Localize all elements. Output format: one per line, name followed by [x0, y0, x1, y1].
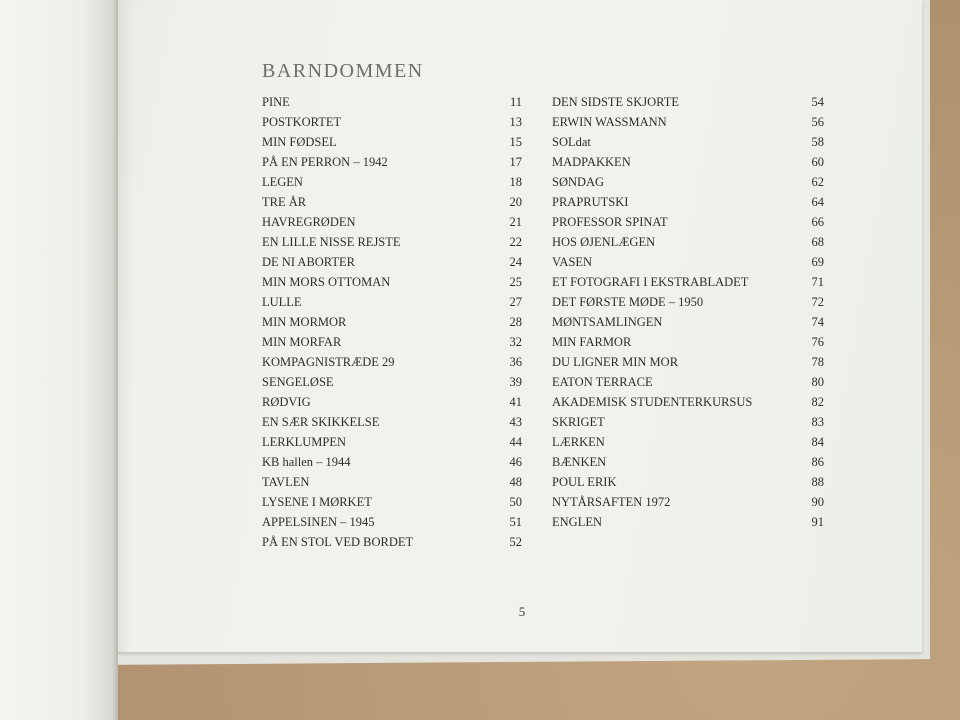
- toc-entry-page: 44: [509, 435, 522, 449]
- toc-entry: [552, 292, 824, 312]
- toc-entry-title: SKRIGET: [552, 415, 605, 429]
- toc-entry-title: LULLE: [262, 295, 302, 309]
- toc-entry-page: 48: [509, 475, 522, 489]
- toc-entry: [262, 432, 532, 452]
- toc-entry-title: TAVLEN: [262, 475, 310, 489]
- toc-entry-title: PRAPRUTSKI: [552, 195, 629, 209]
- toc-entry-page: 71: [811, 275, 824, 289]
- toc-entry: [552, 172, 824, 192]
- toc-entry-page: 41: [509, 395, 522, 409]
- toc-entry: [552, 432, 824, 452]
- toc-entry-page: 21: [509, 215, 522, 229]
- toc-entry-page: 13: [509, 115, 522, 129]
- toc-entry: [262, 232, 532, 252]
- toc-entry-page: 60: [811, 155, 824, 169]
- toc-entry-title: LYSENE I MØRKET: [262, 495, 372, 509]
- toc-entry-title: NYTÅRSAFTEN 1972: [552, 495, 671, 509]
- toc-entry: [262, 272, 532, 292]
- toc-entry-title: APPELSINEN – 1945: [262, 515, 375, 529]
- toc-entry-title: AKADEMISK STUDENTERKURSUS: [552, 395, 753, 409]
- toc-entry-title: KB hallen – 1944: [262, 455, 351, 469]
- toc-entry-title: LERKLUMPEN: [262, 435, 347, 449]
- toc-entry-title: MIN MORS OTTOMAN: [262, 275, 391, 289]
- facing-page: [0, 0, 118, 720]
- toc-entry-title: HAVREGRØDEN: [262, 215, 356, 229]
- toc-entry-page: 25: [509, 275, 522, 289]
- toc-entry-title: BÆNKEN: [552, 455, 607, 469]
- toc-entry: [262, 452, 532, 472]
- toc-entry-title: EN SÆR SKIKKELSE: [262, 415, 380, 429]
- toc-column-left: [262, 92, 532, 552]
- toc-entry-page: 15: [509, 135, 522, 149]
- toc-entry: [552, 472, 824, 492]
- toc-entry-page: 86: [811, 455, 824, 469]
- toc-entry-page: 82: [811, 395, 824, 409]
- toc-entry: [552, 252, 824, 272]
- toc-entry-page: 78: [811, 355, 824, 369]
- toc-entry: [552, 452, 824, 472]
- toc-entry-page: 32: [509, 335, 522, 349]
- toc-entry: [262, 172, 532, 192]
- toc-entry-title: MIN FARMOR: [552, 335, 632, 349]
- toc-entry: [552, 392, 824, 412]
- toc-entry-title: ENGLEN: [552, 515, 602, 529]
- toc-entry-page: 56: [811, 115, 824, 129]
- toc-entry-title: DU LIGNER MIN MOR: [552, 355, 679, 369]
- toc-entry-page: 91: [811, 515, 824, 529]
- toc-entry-title: MIN MORMOR: [262, 315, 347, 329]
- toc-entry: [262, 112, 532, 132]
- toc-entry: [262, 412, 532, 432]
- toc-entry-title: LÆRKEN: [552, 435, 605, 449]
- toc-entry-title: MØNTSAMLINGEN: [552, 315, 663, 329]
- toc-entry: [262, 292, 532, 312]
- toc-column-right: [552, 92, 824, 532]
- toc-entry-page: 69: [811, 255, 824, 269]
- toc-entry-page: 72: [811, 295, 824, 309]
- toc-entry: [552, 512, 824, 532]
- toc-entry-page: 66: [811, 215, 824, 229]
- toc-entry-page: 18: [509, 175, 522, 189]
- toc-entry-page: 24: [509, 255, 522, 269]
- toc-entry-page: 52: [509, 535, 522, 549]
- toc-entry: [552, 192, 824, 212]
- toc-entry: [262, 152, 532, 172]
- toc-entry: [262, 352, 532, 372]
- toc-entry: [262, 472, 532, 492]
- toc-entry-title: SENGELØSE: [262, 375, 334, 389]
- toc-entry-page: 27: [509, 295, 522, 309]
- toc-entry-page: 54: [811, 95, 824, 109]
- toc-entry-title: EATON TERRACE: [552, 375, 653, 389]
- toc-entry-page: 64: [811, 195, 824, 209]
- toc-entry-title: DE NI ABORTER: [262, 255, 355, 269]
- page-number: 5: [518, 604, 526, 619]
- toc-entry: [262, 92, 532, 112]
- toc-entry-title: POSTKORTET: [262, 115, 342, 129]
- toc-entry-page: 17: [509, 155, 522, 169]
- toc-entry-title: MIN MORFAR: [262, 335, 342, 349]
- toc-entry-title: DEN SIDSTE SKJORTE: [552, 95, 680, 109]
- toc-entry: [262, 392, 532, 412]
- toc-entry-page: 74: [811, 315, 824, 329]
- toc-entry: [262, 512, 532, 532]
- toc-entry-title: PINE: [262, 95, 290, 109]
- toc-entry: [552, 132, 824, 152]
- toc-entry: [262, 212, 532, 232]
- toc-entry-page: 80: [811, 375, 824, 389]
- toc-entry-title: POUL ERIK: [552, 475, 617, 489]
- toc-entry-title: KOMPAGNISTRÆDE 29: [262, 355, 395, 369]
- toc-entry: [552, 412, 824, 432]
- toc-entry: [552, 332, 824, 352]
- toc-entry-title: VASEN: [552, 255, 593, 269]
- toc-entry-page: 62: [811, 175, 824, 189]
- toc-entry-title: ERWIN WASSMANN: [552, 115, 667, 129]
- toc-entry: [552, 272, 824, 292]
- toc-entry-page: 68: [811, 235, 824, 249]
- toc-entry: [552, 352, 824, 372]
- toc-entry: [552, 232, 824, 252]
- toc-entry-page: 58: [811, 135, 824, 149]
- toc-entry-title: ET FOTOGRAFI I EKSTRABLADET: [552, 275, 749, 289]
- toc-entry-page: 90: [811, 495, 824, 509]
- toc-entry: [552, 492, 824, 512]
- toc-entry-page: 88: [811, 475, 824, 489]
- toc-entry-title: PÅ EN PERRON – 1942: [262, 155, 388, 169]
- toc-entry: [262, 252, 532, 272]
- toc-entry-page: 11: [509, 95, 522, 109]
- toc-entry-title: PROFESSOR SPINAT: [552, 215, 668, 229]
- toc-entry-page: 50: [509, 495, 522, 509]
- toc-entry: [262, 192, 532, 212]
- toc-entry-page: 83: [811, 415, 824, 429]
- toc-entry-title: SOLdat: [552, 135, 591, 149]
- toc-entry: [262, 312, 532, 332]
- toc-entry-title: LEGEN: [262, 175, 303, 189]
- toc-entry-title: MIN FØDSEL: [262, 135, 337, 149]
- toc-entry-page: 76: [811, 335, 824, 349]
- toc-entry-title: TRE ÅR: [262, 195, 307, 209]
- toc-entry: [262, 332, 532, 352]
- toc-entry-page: 46: [509, 455, 522, 469]
- toc-entry-page: 43: [509, 415, 522, 429]
- toc-entry: [552, 312, 824, 332]
- toc-entry: [552, 372, 824, 392]
- section-title: BARNDOMMEN: [262, 60, 424, 82]
- toc-entry: [552, 212, 824, 232]
- toc-entry-page: 51: [509, 515, 522, 529]
- toc-entry-page: 39: [509, 375, 522, 389]
- toc-entry-page: 22: [509, 235, 522, 249]
- toc-entry: [552, 112, 824, 132]
- toc-entry-title: DET FØRSTE MØDE – 1950: [552, 295, 704, 309]
- toc-entry: [262, 532, 532, 552]
- toc-entry-page: 20: [509, 195, 522, 209]
- toc-entry-title: PÅ EN STOL VED BORDET: [262, 535, 414, 549]
- toc-entry-title: RØDVIG: [262, 395, 311, 409]
- toc-entry-title: MADPAKKEN: [552, 155, 631, 169]
- toc-entry-page: 84: [811, 435, 824, 449]
- toc-entry: [262, 372, 532, 392]
- toc-entry: [552, 92, 824, 112]
- toc-entry-title: EN LILLE NISSE REJSTE: [262, 235, 401, 249]
- toc-entry-title: SØNDAG: [552, 175, 605, 189]
- toc-entry: [552, 152, 824, 172]
- toc-entry-title: HOS ØJENLÆGEN: [552, 235, 656, 249]
- toc-entry: [262, 492, 532, 512]
- toc-entry-page: 28: [509, 315, 522, 329]
- toc-entry: [262, 132, 532, 152]
- toc-entry-page: 36: [509, 355, 522, 369]
